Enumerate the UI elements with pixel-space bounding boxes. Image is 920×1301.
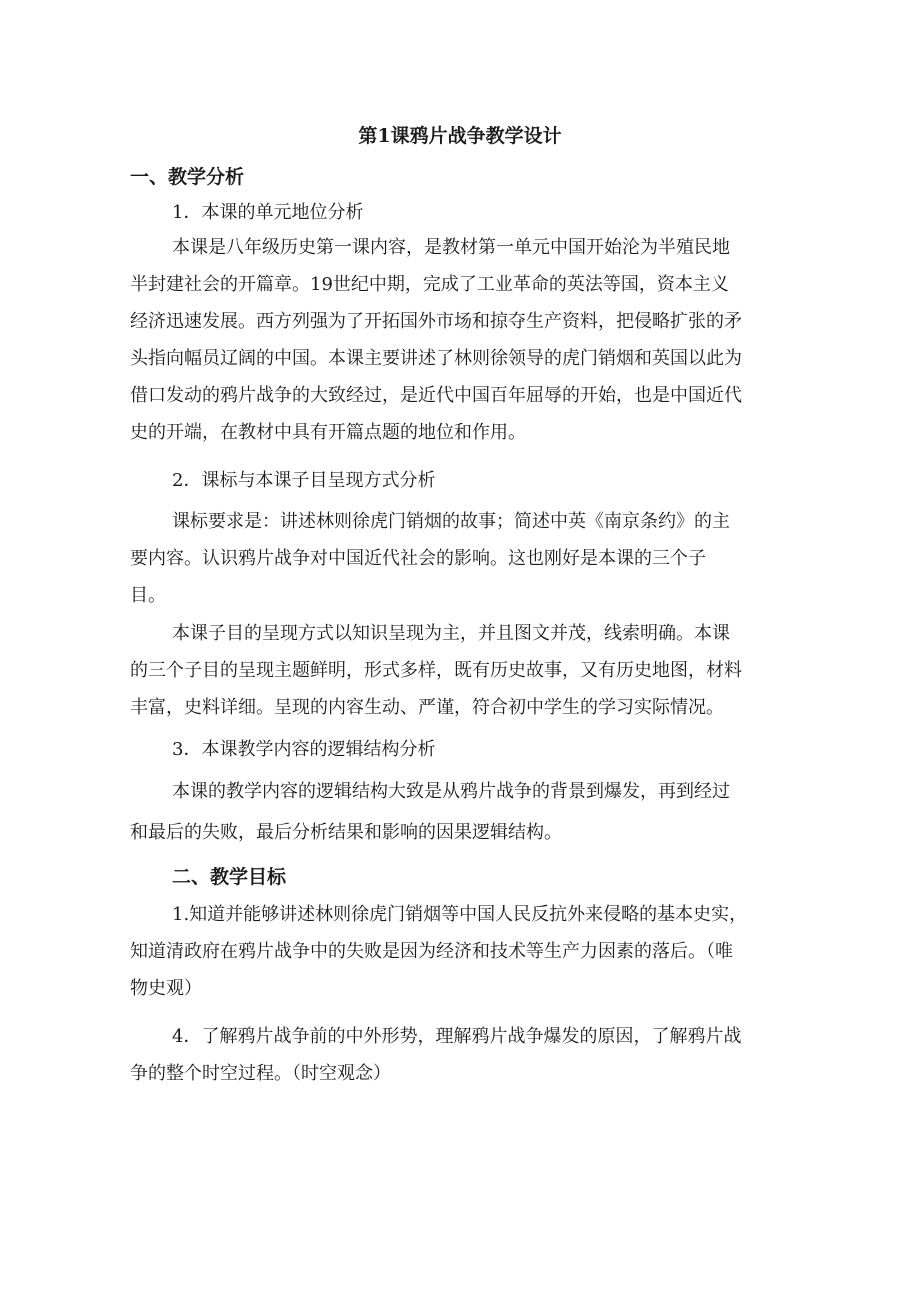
section-heading-goals: 二、教学目标 (172, 866, 287, 888)
text-line: 经济迅速发展。西方列强为了开拓国外市场和掠夺生产资料，把侵略扩张的矛 (130, 311, 742, 332)
subheading-unit-position: 1．本课的单元地位分析 (172, 202, 364, 223)
paragraph-goal-1 (130, 896, 810, 1007)
paragraph-presentation-mode (130, 615, 810, 726)
text-line: 目。 (130, 585, 166, 606)
subheading-logic-structure: 3．本课教学内容的逻辑结构分析 (172, 739, 436, 760)
text-line: 本课是八年级历史第一课内容，是教材第一单元中国开始沦为半殖民地 (172, 237, 730, 258)
text-line: 4．了解鸦片战争前的中外形势，理解鸦片战争爆发的原因，了解鸦片战 (172, 1026, 742, 1047)
text-line: 本课子目的呈现方式以知识呈现为主，并且图文并茂，线索明确。本课 (172, 623, 730, 644)
paragraph-logic-structure (130, 773, 810, 851)
text-line: 史的开端，在教材中具有开篇点题的地位和作用。 (130, 422, 526, 443)
text-line: 丰富，史料详细。呈现的内容生动、严谨，符合初中学生的学习实际情况。 (130, 697, 724, 718)
text-line: 半封建社会的开篇章。19世纪中期，完成了工业革命的英法等国，资本主义 (130, 274, 729, 295)
text-line: 借口发动的鸦片战争的大致经过，是近代中国百年屈辱的开始，也是中国近代 (130, 385, 742, 406)
text-line: 知道清政府在鸦片战争中的失败是因为经济和技术等生产力因素的落后。（唯 (130, 941, 733, 962)
text-line: 要内容。认识鸦片战争对中国近代社会的影响。这也刚好是本课的三个子 (130, 548, 706, 569)
text-line: 课标要求是：讲述林则徐虎门销烟的故事；简述中英《南京条约》的主 (172, 511, 730, 532)
text-line: 争的整个时空过程。（时空观念） (130, 1063, 391, 1084)
text-line: 和最后的失败，最后分析结果和影响的因果逻辑结构。 (130, 822, 562, 843)
text-line: 头指向幅员辽阔的中国。本课主要讲述了林则徐领导的虎门销烟和英国以此为 (130, 348, 742, 369)
paragraph-goal-4 (130, 1018, 810, 1092)
paragraph-curriculum-standard (130, 503, 810, 614)
text-line: 的三个子目的呈现主题鲜明，形式多样，既有历史故事，又有历史地图，材料 (130, 660, 742, 681)
paragraph-unit-position (130, 229, 810, 451)
section-heading-analysis: 一、教学分析 (130, 166, 245, 188)
subheading-curriculum-standard: 2．课标与本课子目呈现方式分析 (172, 470, 436, 491)
text-line: 本课的教学内容的逻辑结构大致是从鸦片战争的背景到爆发，再到经过 (172, 781, 730, 802)
text-line: 1.知道并能够讲述林则徐虎门销烟等中国人民反抗外来侵略的基本史实， (172, 904, 748, 925)
document-title: 第1课鸦片战争教学设计 (358, 125, 562, 147)
text-line: 物史观） (130, 978, 202, 999)
